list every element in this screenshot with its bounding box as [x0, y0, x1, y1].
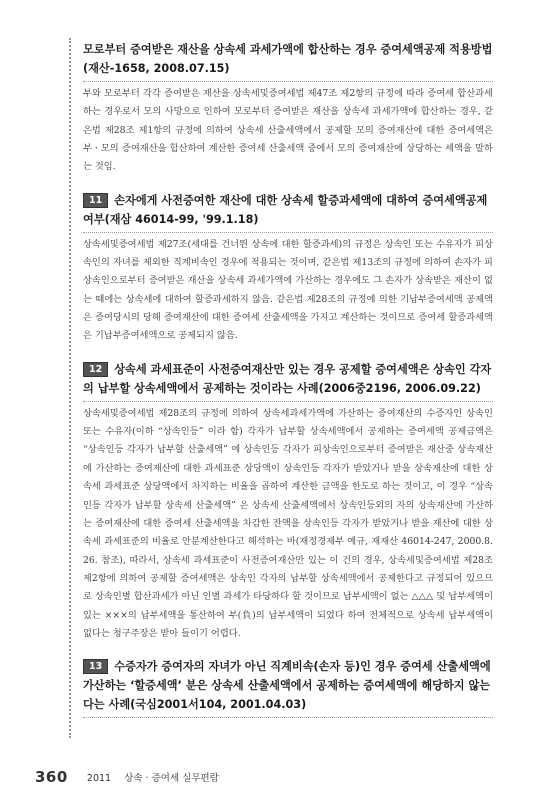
- section-title-text: 상속세 과세표준이 사전증여재산만 있는 경우 공제할 증여세액은 상속인 각자의 납부할 상속세액에서 공제하는 것이라는 사례(2006중2196, 2006.09.22): [83, 362, 492, 395]
- section-number-badge: 11: [83, 193, 108, 208]
- footer-book-title: 상속 · 증여세 실무편람: [124, 773, 219, 784]
- section-title-text: 모로부터 증여받은 재산을 상속세 과세가액에 합산하는 경우 증여세액공제 적용방법(재산-1658, 2008.07.15): [83, 43, 493, 75]
- section-number-badge: 13: [83, 659, 108, 674]
- section-number-badge: 12: [83, 362, 108, 377]
- section-12: [83, 360, 493, 643]
- section-13: [83, 657, 493, 718]
- section-body: 부와 모로부터 각각 증여받은 재산을 상속세및증여세법 제47조 제2항의 규정에 따라 증여세 합산과세하는 경우로서 모의 사망으로 인하여 모로부터 증여받은 재산을 상속세 과세가액에 합산하는 경우, 같은법 제28조 제1항의 규정에 의하여 상속세 산출세액에서 공제할 모의 증여재산에 대한 증여세액은 부ㆍ모의 증여재산을 합산하여 계산한 증여세 산출세액 중에서 모의 증여재산에 상당하는 세액을 말하는 것임.: [83, 88, 493, 173]
- section-body: 상속세및증여세법 제27조(세대를 건너뛴 상속에 대한 할증과세)의 규정은 상속인 또는 수유자가 피상속인의 자녀를 제외한 직계비속인 경우에 적용되는 것이며, 같은법 제13조의 규정에 의하여 손자가 피상속인으로부터 증여받은 재산을 상속세 과세가액에 가산하는 경우에도 그 손자가 상속받은 재산이 없는 때에는 상속세에 대하여 할증과세하지 않음. 같은법 제28조의 규정에 의한 기납부증여세액 공제액은 증여당시의 당해 증여재산에 대한 증여세 산출세액을 가지고 계산하는 것이므로 증여세 할증과세액은 기납부증여세액으로 공제되지 않음.: [83, 238, 493, 342]
- section-title: [83, 191, 493, 233]
- footer-year: 2011: [86, 773, 112, 784]
- section-11: [83, 191, 493, 346]
- section-mother-gift-credit: [83, 40, 493, 177]
- page-number: 360: [35, 768, 68, 786]
- left-margin-dotted-rule: [69, 38, 71, 738]
- section-title-text: 수증자가 증여자의 자녀가 아닌 직계비속(손자 등)인 경우 증여세 산출세액에 가산하는 ‘할증세액’ 분은 상속세 산출세액에서 공제하는 증여세액에 해당하지 않는다는 사례(국심2001서104, 2001.04.03): [83, 660, 491, 712]
- section-title: [83, 40, 493, 82]
- section-title-text: 손자에게 사전증여한 재산에 대한 상속세 할증과세액에 대하여 증여세액공제 여부(재삼 46014-99, '99.1.18): [83, 193, 488, 226]
- page-footer: [35, 766, 219, 786]
- main-content: [83, 40, 493, 732]
- section-title: [83, 657, 493, 718]
- section-title: [83, 360, 493, 402]
- section-body: 상속세및증여세법 제28조의 규정에 의하여 상속세과세가액에 가산하는 증여재산의 수증자인 상속인 또는 수유자(이하 “상속인등” 이라 함) 각자가 납부할 상속세액에서 공제하는 증여세액 공제금액은 “상속인등 각자가 납부할 산출세액” 에 상속인등 각자가 피상속인으로부터 증여받은 재산중 상속재산에 가산하는 증여재산에 대한 과세표준 상당액이 상속인등 각자가 받았거나 받을 상속재산에 대한 상속세 과세표준 상당액에서 차지하는 비율을 곱하여 계산한 금액을 한도로 하는 것이고, 이 경우 “상속인등 각자가 납부할 상속세 산출세액” 은 상속세 산출세액에서 상속인등외의 자의 상속재산에 가산하는 증여재산에 대한 증여세 산출세액을 차감한 잔액을 상속인등 각자가 받았거나 받을 재산에 대한 상속세 과세표준의 비율로 안분계산한다고 해석하는 바(재정경제부 예규, 재재산 46014-247, 2000.8.26. 참조), 따라서, 상속세 과세표준이 사전증여재산만 있는 이 건의 경우, 상속세및증여세법 제28조 제2항에 의하여 공제할 증여세액은 상속인 각자의 납부할 상속세액에서 공제한다고 규정되어 있으므로 상속인별 합산과세가 아닌 인별 과세가 타당하다 할 것이므로 납부세액이 없는 △△△ 및 납부세액이 있는 ×××의 납부세액을 통산하여 부(負)의 납부세액이 되었다 하여 전체적으로 상속세 납부세액이 없다는 청구주장은 받아 들이기 어렵다.: [83, 407, 493, 639]
